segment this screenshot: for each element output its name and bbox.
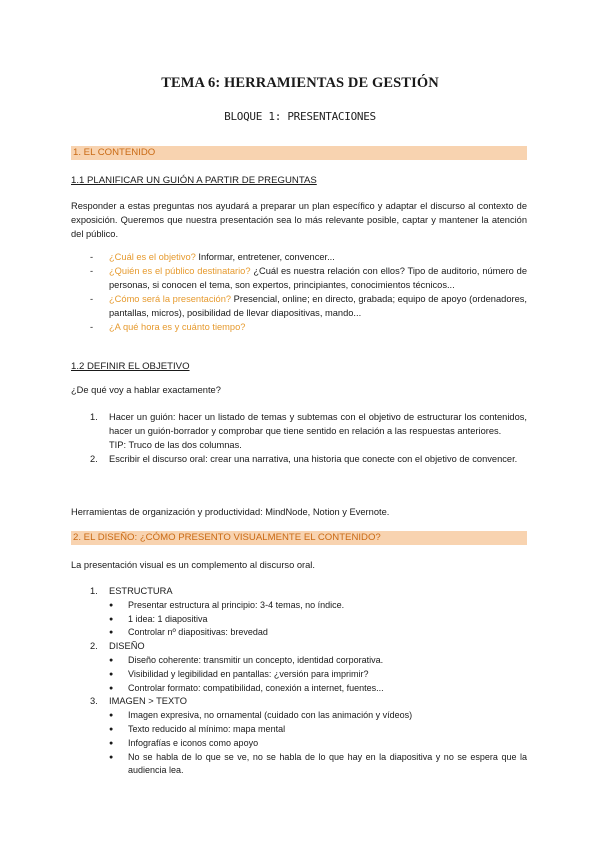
bullet-item: ● Presentar estructura al principio: 3-4 temas, no índice. — [109, 599, 527, 613]
step-number: 2. — [90, 453, 98, 464]
sub-list — [109, 709, 527, 778]
sub-list — [109, 599, 527, 640]
tools-paragraph: Herramientas de organización y productividad: MindNode, Notion y Evernote. — [71, 507, 390, 517]
item-number: 2. — [90, 641, 98, 652]
list-item — [90, 293, 527, 321]
item-label: ESTRUCTURA — [109, 586, 173, 596]
visual-intro: La presentación visual es un complemento al discurso oral. — [71, 560, 315, 570]
bullet-item: ● Infografías e iconos como apoyo — [109, 737, 527, 751]
bullet-item: ● 1 idea: 1 diapositiva — [109, 613, 527, 627]
item-number: 3. — [90, 696, 98, 707]
steps-list — [90, 411, 527, 467]
subsection-heading-plan: 1.1 PLANIFICAR UN GUIÓN A PARTIR DE PREGUNTAS — [71, 175, 317, 186]
sub-list — [109, 654, 527, 695]
questions-list — [90, 251, 527, 334]
list-item — [90, 695, 527, 778]
step-text: Escribir el discurso oral: crear una narrativa, una historia que conecte con el objetivo de convencer. — [109, 453, 518, 464]
list-item — [90, 585, 527, 640]
item-label: DISEÑO — [109, 641, 145, 652]
question-answer: Presencial, online; en directo, grabada; equipo de apoyo (ordenadores, pantallas, micros), posibilidad de llevar diapositivas, mando... — [109, 293, 527, 318]
list-item — [90, 640, 527, 695]
item-number: 1. — [90, 586, 98, 596]
section-heading-content: 1. EL CONTENIDO — [71, 146, 527, 160]
bullet-item: ● Imagen expresiva, no ornamental (cuidado con las animación y vídeos) — [109, 709, 527, 723]
bullet-item: ● Texto reducido al mínimo: mapa mental — [109, 723, 527, 737]
list-item — [90, 265, 527, 293]
list-item — [90, 453, 527, 467]
list-item — [90, 321, 527, 335]
section-heading-design: 2. EL DISEÑO: ¿CÓMO PRESENTO VISUALMENTE EL CONTENIDO? — [71, 531, 527, 545]
step-tip: TIP: Truco de las dos columnas. — [109, 439, 242, 450]
bullet-item: ● Diseño coherente: transmitir un concepto, identidad corporativa. — [109, 654, 527, 668]
question-highlight: ¿Quién es el público destinatario? — [109, 265, 251, 276]
intro-paragraph: Responder a estas preguntas nos ayudará a preparar un plan específico y adaptar el discurso al contexto de exposición. Queremos que nuestra presentación sea lo más relevante posible, captar y mantener la atención del público. — [71, 201, 527, 240]
list-item — [90, 411, 527, 453]
bullet-item: ● Controlar nº diapositivas: brevedad — [109, 626, 527, 640]
question-highlight: ¿Cómo será la presentación? — [109, 293, 232, 304]
bullet-item: ● Visibilidad y legibilidad en pantallas: ¿versión para imprimir? — [109, 668, 527, 682]
question-answer: Informar, entretener, convencer... — [195, 252, 335, 262]
question-answer: ¿Cuál es nuestra relación con ellos? Tipo de auditorio, número de personas, si conocen el tema, son expertos, principiantes, conocimientos técnicos... — [109, 265, 527, 290]
item-label: IMAGEN > TEXTO — [109, 696, 187, 707]
subsection-heading-objective: 1.2 DEFINIR EL OBJETIVO — [71, 361, 190, 372]
list-item — [90, 251, 527, 265]
question-highlight: ¿Cuál es el objetivo? — [109, 252, 196, 262]
question-highlight: ¿A qué hora es y cuánto tiempo? — [109, 321, 246, 332]
step-number: 1. — [90, 412, 98, 422]
block-subtitle: BLOQUE 1: PRESENTACIONES — [224, 110, 376, 123]
design-list — [90, 585, 527, 778]
bullet-item: ● Controlar formato: compatibilidad, conexión a internet, fuentes... — [109, 682, 527, 696]
step-text: Hacer un guión: hacer un listado de temas y subtemas con el objetivo de estructurar los contenidos, hacer un guión-borrador y comprobar que tiene sentido en relación a las respuestas anteriores. — [109, 412, 527, 436]
document-title: TEMA 6: HERRAMIENTAS DE GESTIÓN — [161, 75, 439, 91]
main-question: ¿De qué voy a hablar exactamente? — [71, 385, 221, 395]
bullet-item: ● No se habla de lo que se ve, no se habla de lo que hay en la diapositiva y no se espera que la audiencia lea. — [109, 751, 527, 779]
